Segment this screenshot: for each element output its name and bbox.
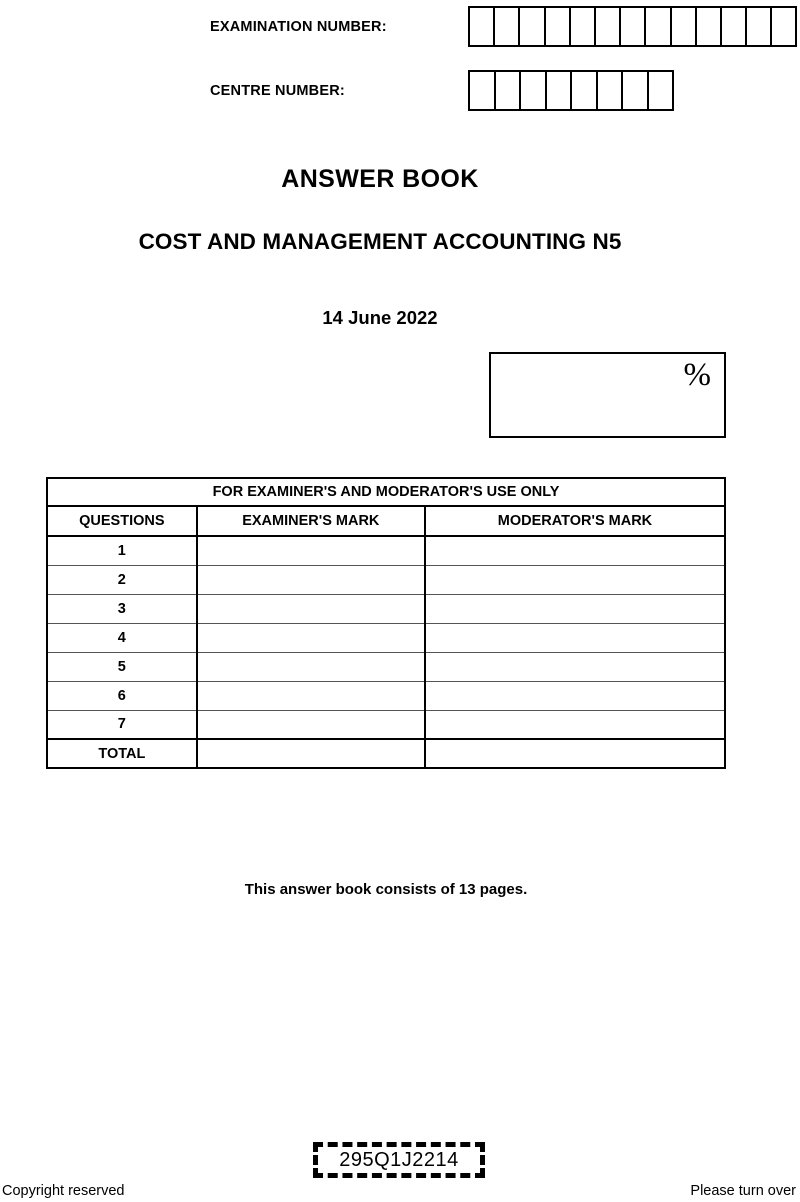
table-row bbox=[47, 652, 725, 681]
examination-number-cell[interactable] bbox=[596, 8, 621, 45]
question-number-cell: 4 bbox=[47, 623, 197, 652]
examination-number-row bbox=[210, 6, 797, 47]
examiner-mark-cell[interactable] bbox=[197, 623, 425, 652]
page-count-note: This answer book consists of 13 pages. bbox=[244, 881, 528, 898]
total-row bbox=[47, 739, 725, 768]
centre-number-cell[interactable] bbox=[598, 72, 624, 109]
examiner-moderator-marks-table bbox=[46, 477, 726, 769]
paper-code-box bbox=[313, 1142, 485, 1178]
examination-number-cell[interactable] bbox=[646, 8, 671, 45]
turn-over-notice: Please turn over bbox=[690, 1183, 796, 1199]
examiner-mark-cell[interactable] bbox=[197, 681, 425, 710]
question-number-cell: 1 bbox=[47, 536, 197, 565]
centre-number-cell[interactable] bbox=[547, 72, 573, 109]
moderator-mark-cell[interactable] bbox=[425, 710, 725, 739]
total-examiner-mark-cell[interactable] bbox=[197, 739, 425, 768]
examination-number-input-boxes[interactable] bbox=[468, 6, 797, 47]
question-number-cell: 3 bbox=[47, 594, 197, 623]
examiner-mark-cell[interactable] bbox=[197, 565, 425, 594]
centre-number-cell[interactable] bbox=[470, 72, 496, 109]
examination-number-label: EXAMINATION NUMBER: bbox=[210, 18, 387, 35]
examination-number-cell[interactable] bbox=[747, 8, 772, 45]
examination-number-cell[interactable] bbox=[571, 8, 596, 45]
moderator-mark-cell[interactable] bbox=[425, 681, 725, 710]
centre-number-cell[interactable] bbox=[623, 72, 649, 109]
total-moderator-mark-cell[interactable] bbox=[425, 739, 725, 768]
examination-number-cell[interactable] bbox=[697, 8, 722, 45]
examiner-mark-cell[interactable] bbox=[197, 652, 425, 681]
examination-number-cell[interactable] bbox=[621, 8, 646, 45]
column-header-examiner-mark: EXAMINER'S MARK bbox=[197, 506, 425, 536]
table-row bbox=[47, 565, 725, 594]
question-number-cell: 7 bbox=[47, 710, 197, 739]
question-number-cell: 6 bbox=[47, 681, 197, 710]
moderator-mark-cell[interactable] bbox=[425, 652, 725, 681]
moderator-mark-cell[interactable] bbox=[425, 594, 725, 623]
centre-number-label: CENTRE NUMBER: bbox=[210, 82, 345, 99]
examination-number-cell[interactable] bbox=[495, 8, 520, 45]
copyright-notice: Copyright reserved bbox=[2, 1183, 125, 1199]
paper-code-text: 295Q1J2214 bbox=[339, 1148, 459, 1171]
table-row bbox=[47, 623, 725, 652]
total-label-cell: TOTAL bbox=[47, 739, 197, 768]
examination-number-cell[interactable] bbox=[546, 8, 571, 45]
table-row bbox=[47, 710, 725, 739]
centre-number-input-boxes[interactable] bbox=[468, 70, 674, 111]
examiner-mark-cell[interactable] bbox=[197, 594, 425, 623]
table-row bbox=[47, 681, 725, 710]
question-number-cell: 2 bbox=[47, 565, 197, 594]
centre-number-cell[interactable] bbox=[521, 72, 547, 109]
document-type-heading: ANSWER BOOK bbox=[281, 165, 479, 193]
examination-number-cell[interactable] bbox=[672, 8, 697, 45]
moderator-mark-cell[interactable] bbox=[425, 536, 725, 565]
exam-date: 14 June 2022 bbox=[322, 307, 438, 328]
centre-number-cell[interactable] bbox=[496, 72, 522, 109]
table-row bbox=[47, 594, 725, 623]
percent-icon: % bbox=[683, 357, 711, 393]
marks-table-title-row bbox=[47, 478, 725, 506]
centre-number-row bbox=[210, 70, 674, 111]
examination-number-cell[interactable] bbox=[470, 8, 495, 45]
percentage-mark-box[interactable] bbox=[489, 352, 726, 438]
centre-number-cell[interactable] bbox=[649, 72, 675, 109]
examiner-mark-cell[interactable] bbox=[197, 536, 425, 565]
marks-table-title: FOR EXAMINER'S AND MODERATOR'S USE ONLY bbox=[47, 478, 725, 506]
examination-number-cell[interactable] bbox=[772, 8, 797, 45]
column-header-questions: QUESTIONS bbox=[47, 506, 197, 536]
subject-heading: COST AND MANAGEMENT ACCOUNTING N5 bbox=[138, 229, 622, 254]
examination-number-cell[interactable] bbox=[722, 8, 747, 45]
table-row bbox=[47, 536, 725, 565]
marks-table-header-row bbox=[47, 506, 725, 536]
examination-number-cell[interactable] bbox=[520, 8, 545, 45]
moderator-mark-cell[interactable] bbox=[425, 565, 725, 594]
examiner-mark-cell[interactable] bbox=[197, 710, 425, 739]
question-number-cell: 5 bbox=[47, 652, 197, 681]
moderator-mark-cell[interactable] bbox=[425, 623, 725, 652]
column-header-moderator-mark: MODERATOR'S MARK bbox=[425, 506, 725, 536]
centre-number-cell[interactable] bbox=[572, 72, 598, 109]
